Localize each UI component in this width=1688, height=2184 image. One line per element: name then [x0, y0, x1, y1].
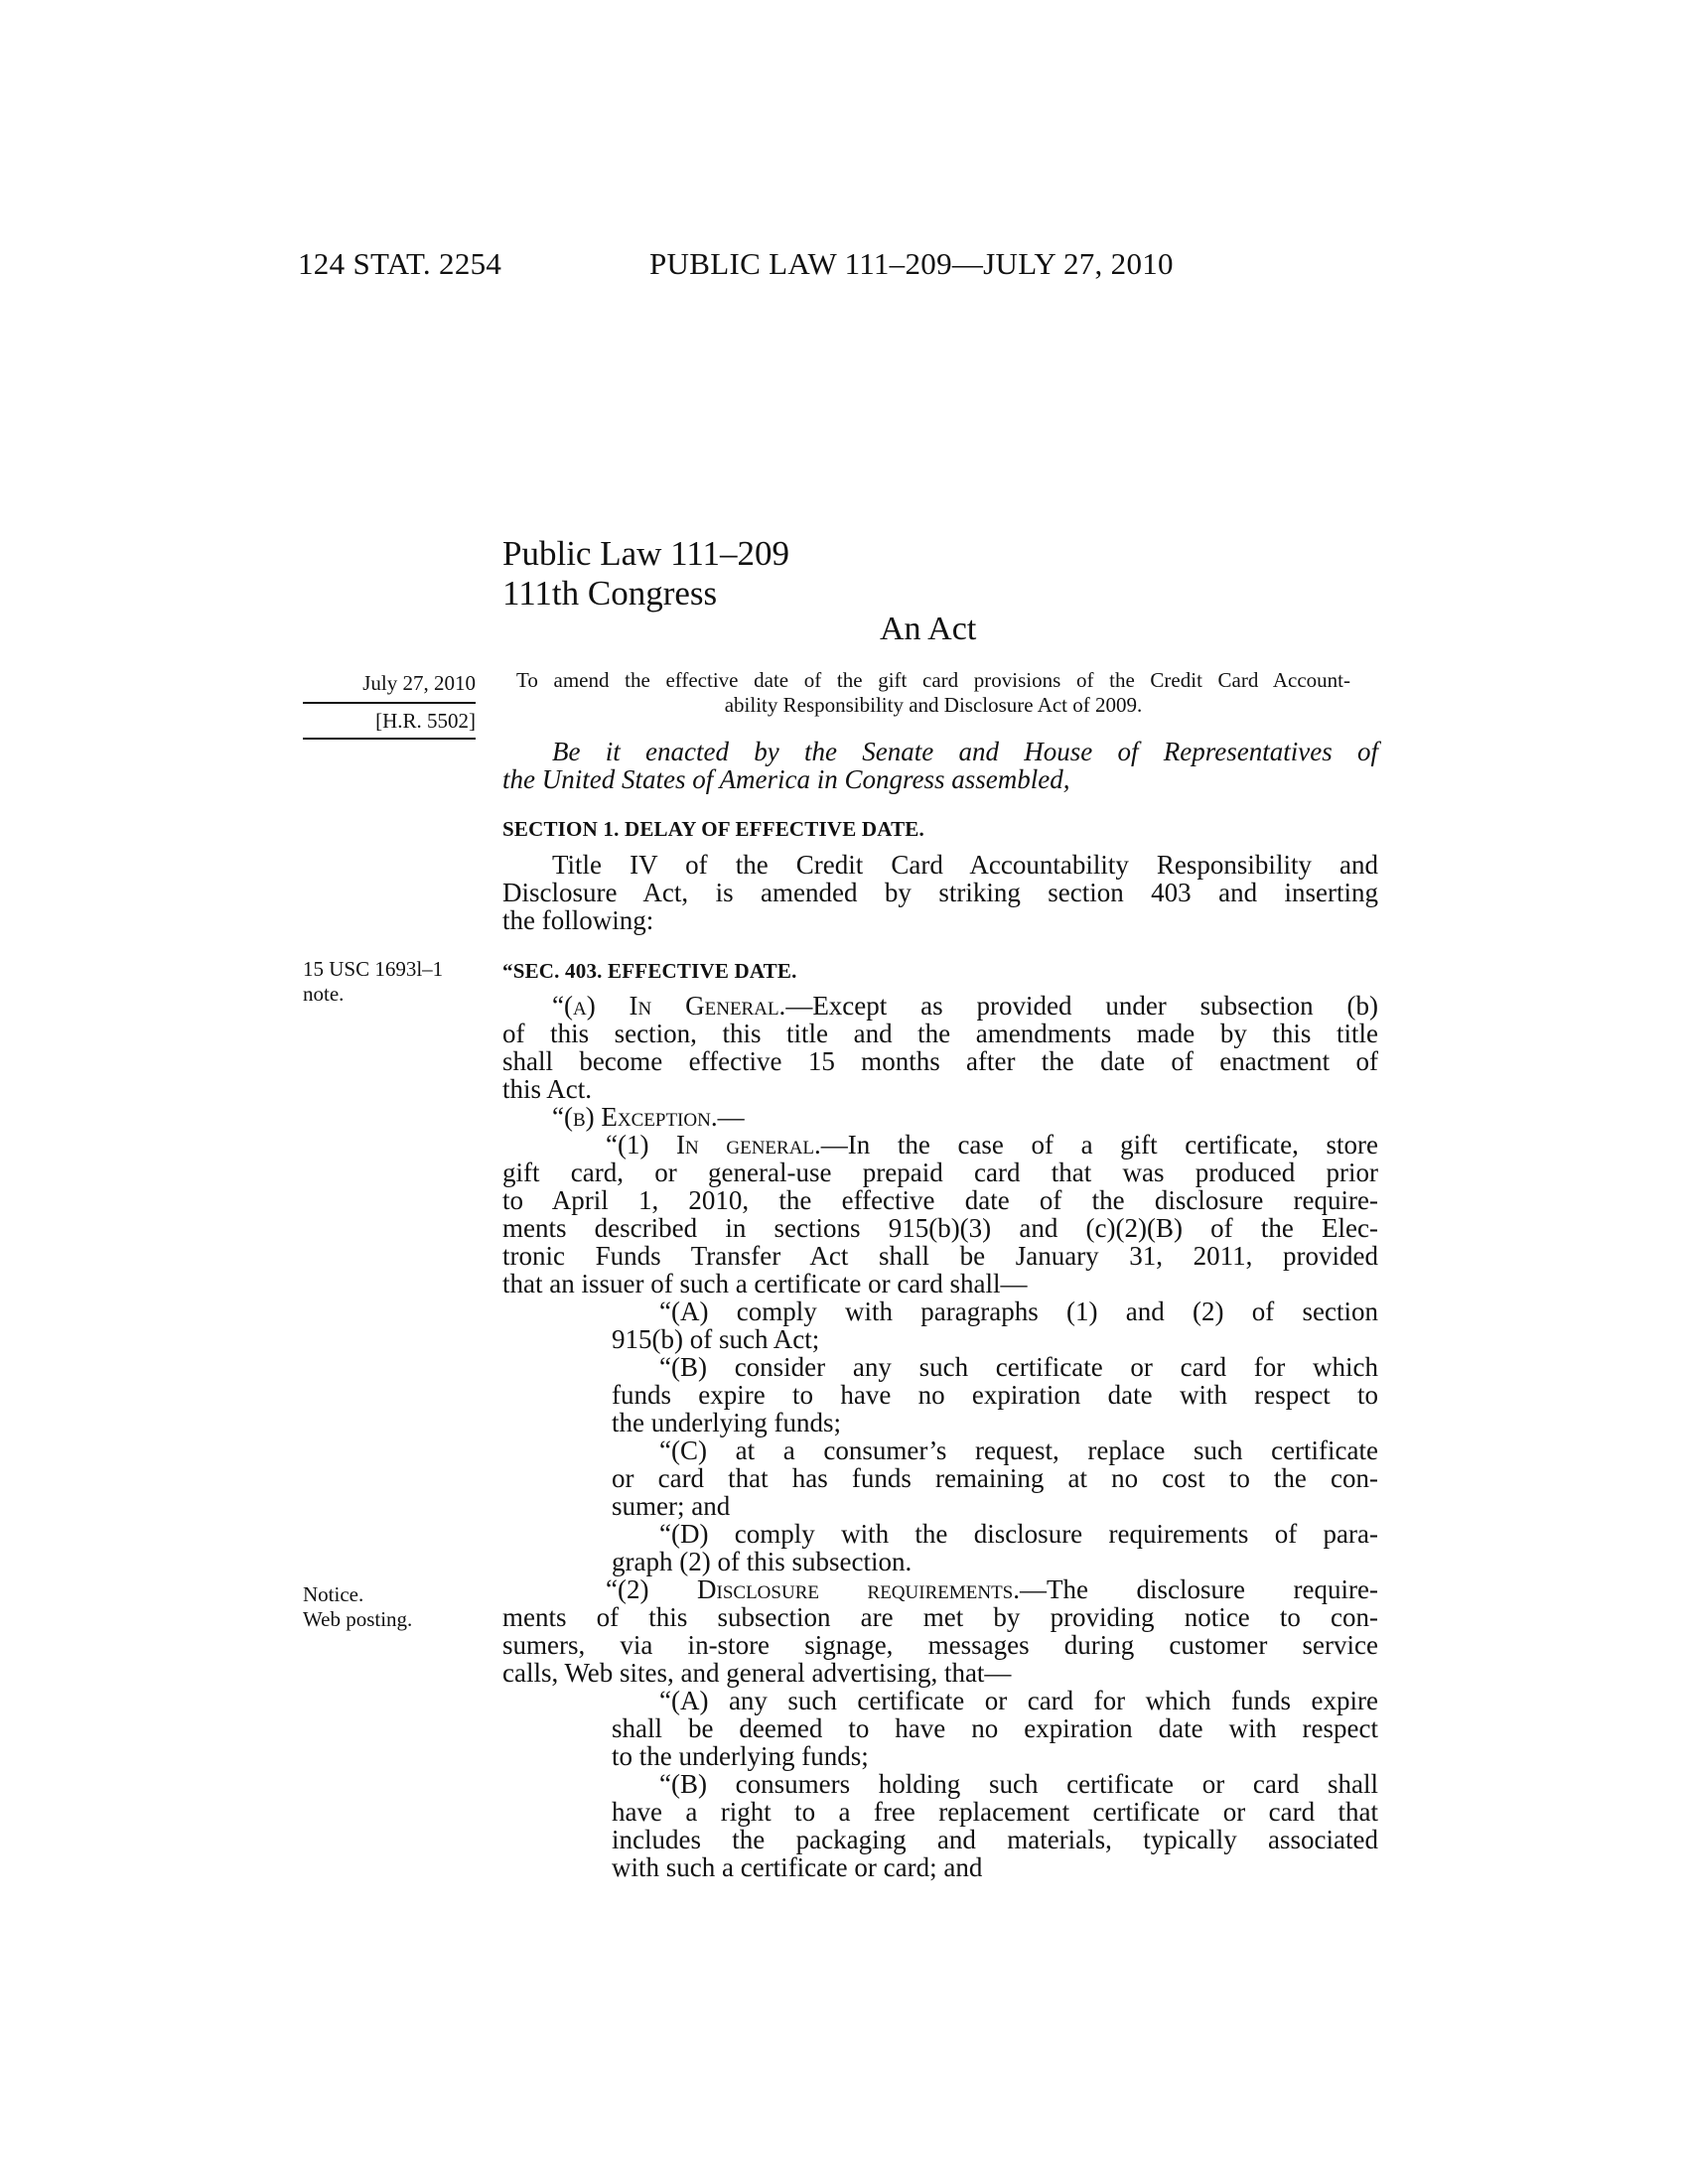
usc-citation: 15 USC 1693l–1: [303, 957, 444, 981]
clause-A-line: “(A) any such certificate or card for which funds expire: [659, 1686, 1378, 1715]
web-posting-label: Web posting.: [303, 1607, 413, 1631]
subsection-a-first-line: “(a) In General.—Except as provided under subsection (b): [552, 991, 1378, 1021]
clause-B-line: “(B) consumers holding such certificate or card shall: [659, 1769, 1378, 1799]
stat-page-number: 124 STAT. 2254: [298, 246, 502, 281]
bill-number: [H.R. 5502]: [303, 704, 476, 740]
body-line: of this section, this title and the amendments made by this title: [502, 1019, 1378, 1048]
body-line: gift card, or general-use prepaid card that was produced prior: [502, 1158, 1378, 1187]
body-line: that an issuer of such a certificate or card shall—: [502, 1269, 1028, 1298]
clause-A-line: 915(b) of such Act;: [612, 1324, 820, 1354]
purpose-line: To amend the effective date of the gift card provisions of the Credit Card Account-: [516, 668, 1350, 692]
paragraph-1-label: “(1) In general.: [606, 1130, 821, 1160]
body-line: ments described in sections 915(b)(3) and (c)(2)(B) of the Elec-: [502, 1213, 1378, 1243]
enactment-date: July 27, 2010: [303, 666, 476, 704]
body-line: sumers, via in-store signage, messages during customer service: [502, 1630, 1378, 1660]
subsection-b-heading: “(b) Exception.—: [552, 1102, 745, 1132]
paragraph-1-first-line: “(1) In general.—In the case of a gift certificate, store: [606, 1130, 1378, 1160]
clause-D-line: “(D) comply with the disclosure requirements of para-: [659, 1519, 1378, 1549]
enacting-clause: [502, 738, 1378, 793]
paragraph-2-label: “(2) Disclosure requirements.: [606, 1574, 1020, 1604]
body-line: to April 1, 2010, the effective date of the disclosure require-: [502, 1185, 1378, 1215]
body-line: this Act.: [502, 1074, 593, 1104]
body-line: tronic Funds Transfer Act shall be January 31, 2011, provided: [502, 1241, 1378, 1271]
body-line: shall become effective 15 months after the date of enactment of: [502, 1046, 1378, 1076]
body-line: ments of this subsection are met by providing notice to con-: [502, 1602, 1378, 1632]
section-403-heading: “SEC. 403. EFFECTIVE DATE.: [502, 959, 797, 983]
clause-A-line: to the underlying funds;: [612, 1741, 869, 1771]
body-line: calls, Web sites, and general advertising, that—: [502, 1658, 1012, 1688]
clause-C-line: “(C) at a consumer’s request, replace such certificate: [659, 1435, 1378, 1465]
public-law-number: Public Law 111–209: [502, 534, 790, 573]
clause-A-line: shall be deemed to have no expiration date with respect: [612, 1713, 1378, 1743]
body-line: the following:: [502, 905, 654, 935]
clause-B-line: have a right to a free replacement certificate or card that: [612, 1797, 1378, 1827]
running-header: [298, 246, 1174, 282]
clause-B-line: “(B) consider any such certificate or card for which: [659, 1352, 1378, 1382]
section-1-body: [502, 851, 1378, 934]
usc-note: note.: [303, 982, 345, 1006]
body-line: Title IV of the Credit Card Accountability Responsibility and: [552, 850, 1378, 880]
subsection-a-label: “(a) In General.: [552, 991, 786, 1021]
clause-B-line: funds expire to have no expiration date with respect to: [612, 1380, 1378, 1410]
enacting-line: the United States of America in Congress assembled,: [502, 764, 1070, 794]
act-label: An Act: [880, 611, 977, 647]
clause-C-line: sumer; and: [612, 1491, 731, 1521]
clause-A-line: “(A) comply with paragraphs (1) and (2) of section: [659, 1297, 1378, 1326]
clause-C-line: or card that has funds remaining at no cost to the con-: [612, 1463, 1378, 1493]
section-1-heading: SECTION 1. DELAY OF EFFECTIVE DATE.: [502, 817, 924, 841]
enacting-line: Be it enacted by the Senate and House of Representatives of: [552, 737, 1378, 766]
running-title: PUBLIC LAW 111–209—JULY 27, 2010: [649, 246, 1174, 281]
notice-margin-note: [303, 1582, 412, 1632]
law-title-block: [502, 534, 789, 614]
notice-label: Notice.: [303, 1582, 364, 1606]
margin-date-block: [303, 666, 476, 740]
clause-D-line: graph (2) of this subsection.: [612, 1547, 913, 1576]
clause-B-line: with such a certificate or card; and: [612, 1852, 983, 1882]
body-line: Disclosure Act, is amended by striking section 403 and inserting: [502, 878, 1378, 907]
clause-B-line: includes the packaging and materials, typically associated: [612, 1825, 1378, 1854]
usc-margin-note: [303, 957, 443, 1007]
clause-B-line: the underlying funds;: [612, 1408, 841, 1437]
paragraph-2-first-line: “(2) Disclosure requirements.—The disclosure require-: [606, 1574, 1378, 1604]
congress-label: 111th Congress: [502, 574, 718, 613]
section-403-body: [502, 992, 1378, 1881]
act-purpose: [516, 668, 1350, 718]
purpose-line: ability Responsibility and Disclosure Act of 2009.: [724, 693, 1143, 717]
